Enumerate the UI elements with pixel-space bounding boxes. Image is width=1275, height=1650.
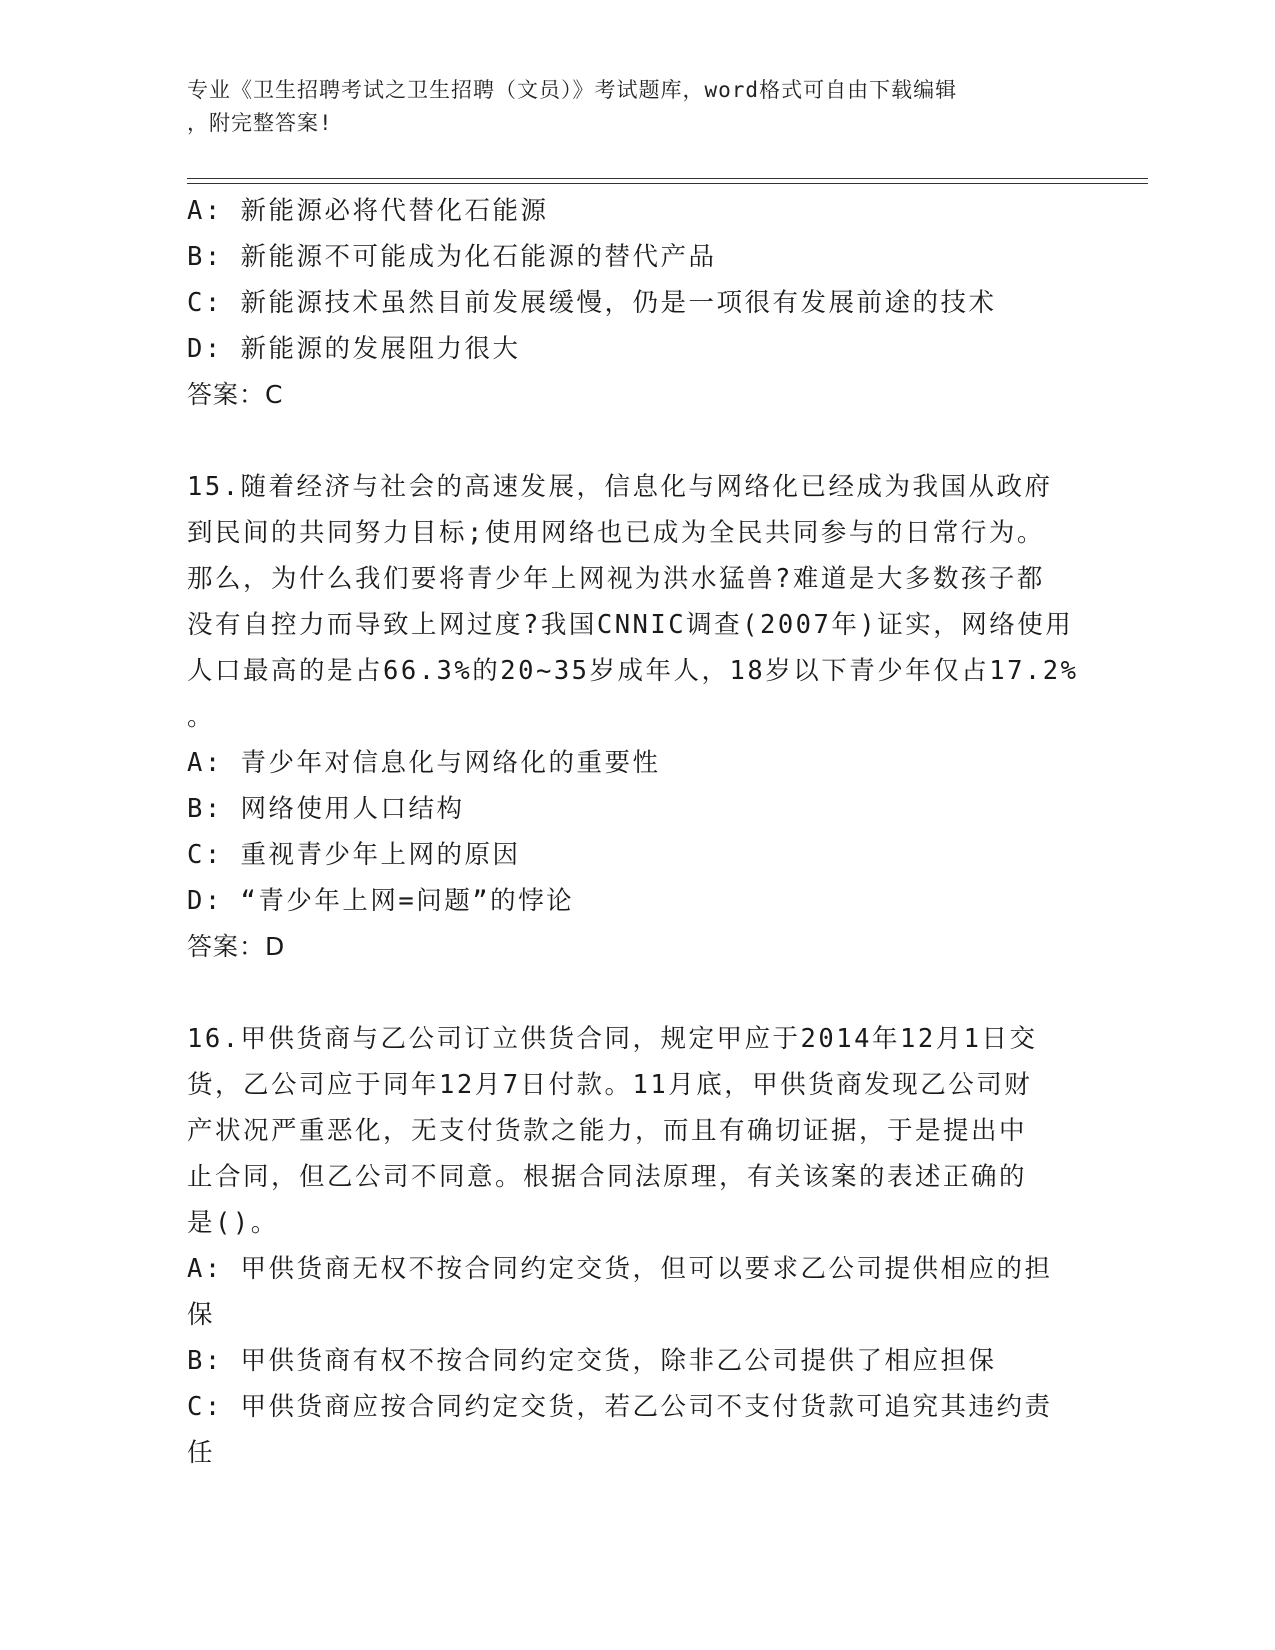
q15-stem-line: 到民间的共同努力目标;使用网络也已成为全民共同参与的日常行为。 <box>187 518 1045 548</box>
header-divider-top <box>187 178 1148 179</box>
q15-option-c: C: 重视青少年上网的原因 <box>187 840 521 870</box>
q14-option-a: A: 新能源必将代替化石能源 <box>187 196 549 226</box>
q15-option-d: D: “青少年上网=问题”的悖论 <box>187 886 575 916</box>
document-body <box>187 188 1087 1476</box>
q15-stem-line: 没有自控力而导致上网过度?我国CNNIC调查(2007年)证实，网络使用 <box>187 610 1074 640</box>
q15-stem-line: 人口最高的是占66.3%的20~35岁成年人，18岁以下青少年仅占17.2% <box>187 656 1079 686</box>
q16-option-a: A: 甲供货商无权不按合同约定交货，但可以要求乙公司提供相应的担 <box>187 1254 1053 1284</box>
q14-option-b: B: 新能源不可能成为化石能源的替代产品 <box>187 242 717 272</box>
header-line-1: 专业《卫生招聘考试之卫生招聘（文员）》考试题库，word格式可自由下载编辑 <box>187 78 958 102</box>
question-14-options <box>187 188 1087 418</box>
q14-answer: 答案：C <box>187 380 284 409</box>
q15-stem-line: 那么，为什么我们要将青少年上网视为洪水猛兽?难道是大多数孩子都 <box>187 564 1045 594</box>
spacer <box>187 970 1087 1016</box>
document-header <box>187 74 1067 140</box>
spacer <box>187 418 1087 464</box>
q16-stem-line: 产状况严重恶化，无支付货款之能力，而且有确切证据，于是提出中 <box>187 1116 1028 1146</box>
q15-answer: 答案：D <box>187 932 286 961</box>
q15-option-a: A: 青少年对信息化与网络化的重要性 <box>187 748 661 778</box>
q16-option-c-continued: 任 <box>187 1438 216 1468</box>
q16-stem-line: 是()。 <box>187 1208 279 1238</box>
question-16 <box>187 1016 1087 1476</box>
q15-stem-line: 15.随着经济与社会的高速发展，信息化与网络化已经成为我国从政府 <box>187 472 1053 502</box>
q15-option-b: B: 网络使用人口结构 <box>187 794 465 824</box>
header-line-2: ，附完整答案! <box>187 111 333 135</box>
q16-stem-line: 止合同，但乙公司不同意。根据合同法原理，有关该案的表述正确的 <box>187 1162 1028 1192</box>
q16-option-c: C: 甲供货商应按合同约定交货，若乙公司不支付货款可追究其违约责 <box>187 1392 1053 1422</box>
q16-option-a-continued: 保 <box>187 1300 216 1330</box>
q16-stem-line: 货，乙公司应于同年12月7日付款。11月底，甲供货商发现乙公司财 <box>187 1070 1033 1100</box>
q16-stem-line: 16.甲供货商与乙公司订立供货合同，规定甲应于2014年12月1日交 <box>187 1024 1038 1054</box>
q14-option-c: C: 新能源技术虽然目前发展缓慢，仍是一项很有发展前途的技术 <box>187 288 997 318</box>
question-15 <box>187 464 1087 970</box>
header-divider-bottom <box>187 183 1148 184</box>
q14-option-d: D: 新能源的发展阻力很大 <box>187 334 521 364</box>
q16-option-b: B: 甲供货商有权不按合同约定交货，除非乙公司提供了相应担保 <box>187 1346 997 1376</box>
q15-stem-line: 。 <box>187 702 216 732</box>
